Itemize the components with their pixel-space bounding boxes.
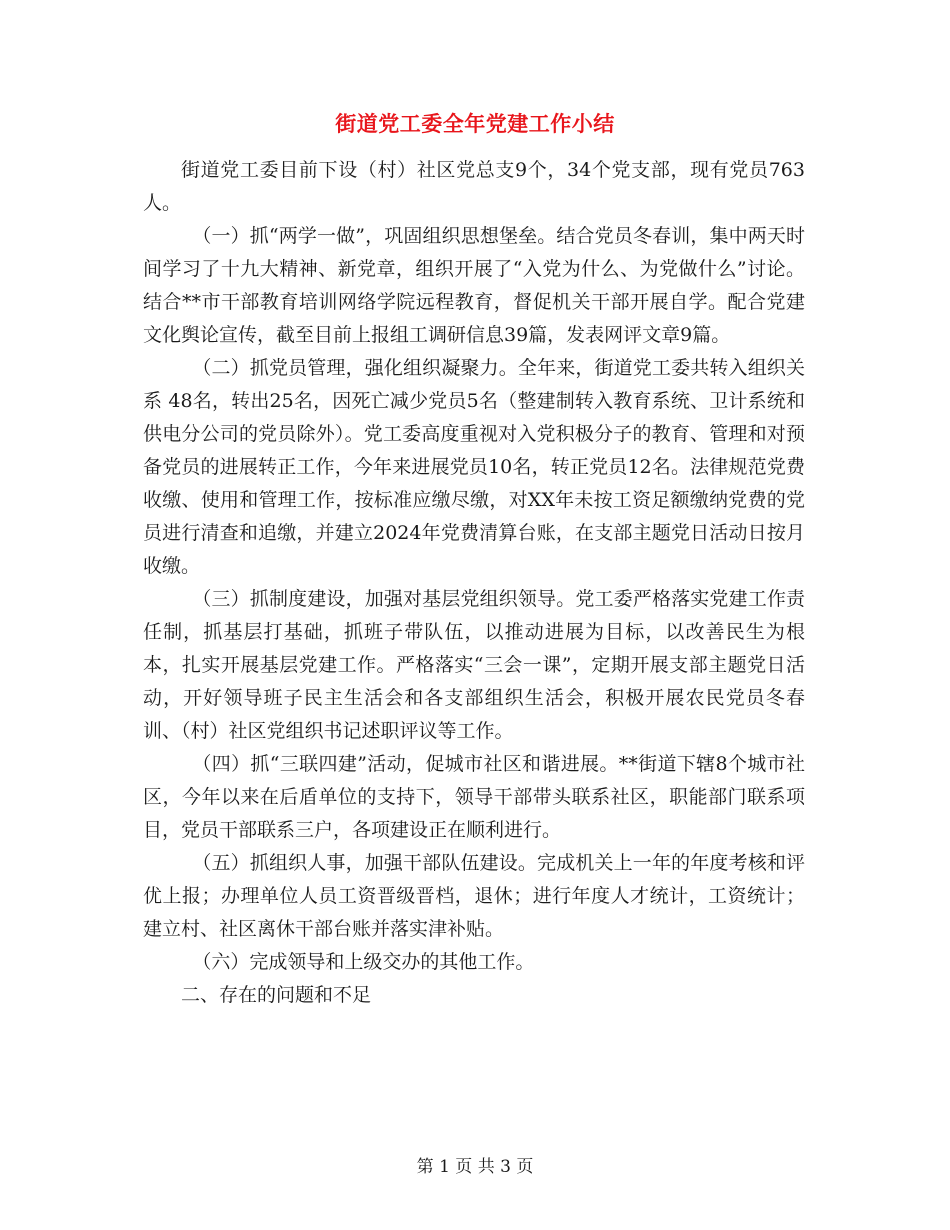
section-5-paragraph: （五）抓组织人事，加强干部队伍建设。完成机关上一年的年度考核和评优上报；办理单位人员工资晋级晋档，退休；进行年度人才统计，工资统计；建立村、社区离休干部台账并落实津补贴。 (143, 852, 805, 940)
page-number-footer: 第 1 页 共 3 页 (416, 1157, 534, 1177)
section-4-paragraph: （四）抓“三联四建”活动，促城市社区和谐进展。**街道下辖8个城市社区，今年以来在后盾单位的支持下，领导干部带头联系社区，职能部门联系项目，党员干部联系三户，各项建设正在顺利进行。 (143, 753, 805, 841)
section-2-paragraph: （二）抓党员管理，强化组织凝聚力。全年来，街道党工委共转入组织关系 48名，转出25名，因死亡减少党员5名（整建制转入教育系统、卫计系统和供电分公司的党员除外）。党工委高度重视对入党积极分子的教育、管理和对预备党员的进展转正工作，今年来进展党员10名，转正党员12名。法律规范党费收缴、使用和管理工作，按标准应缴尽缴，对XX年未按工资足额缴纳党费的党员进行清查和追缴，并建立2024年党费清算台账，在支部主题党日活动日按月收缴。 (143, 357, 805, 577)
intro-paragraph: 街道党工委目前下设（村）社区党总支9个，34个党支部，现有党员763人。 (143, 159, 805, 214)
section-6-paragraph: （六）完成领导和上级交办的其他工作。 (192, 951, 535, 973)
section-3-paragraph: （三）抓制度建设，加强对基层党组织领导。党工委严格落实党建工作责任制，抓基层打基础，抓班子带队伍，以推动进展为目标，以改善民生为根本，扎实开展基层党建工作。严格落实“三会一课”，定期开展支部主题党日活动，开好领导班子民主生活会和各支部组织生活会，积极开展农民党员冬春训、（村）社区党组织书记述职评议等工作。 (143, 588, 805, 742)
document-title: 街道党工委全年党建工作小结 (335, 111, 615, 136)
section-1-paragraph: （一）抓“两学一做”，巩固组织思想堡垒。结合党员冬春训，集中两天时间学习了十九大精神、新党章，组织开展了“入党为什么、为党做什么”讨论。结合**市干部教育培训网络学院远程教育，督促机关干部开展自学。配合党建文化舆论宣传，截至目前上报组工调研信息39篇，发表网评文章9篇。 (143, 225, 805, 346)
document-body (143, 154, 805, 1012)
problems-heading: 二、存在的问题和不足 (181, 984, 372, 1006)
